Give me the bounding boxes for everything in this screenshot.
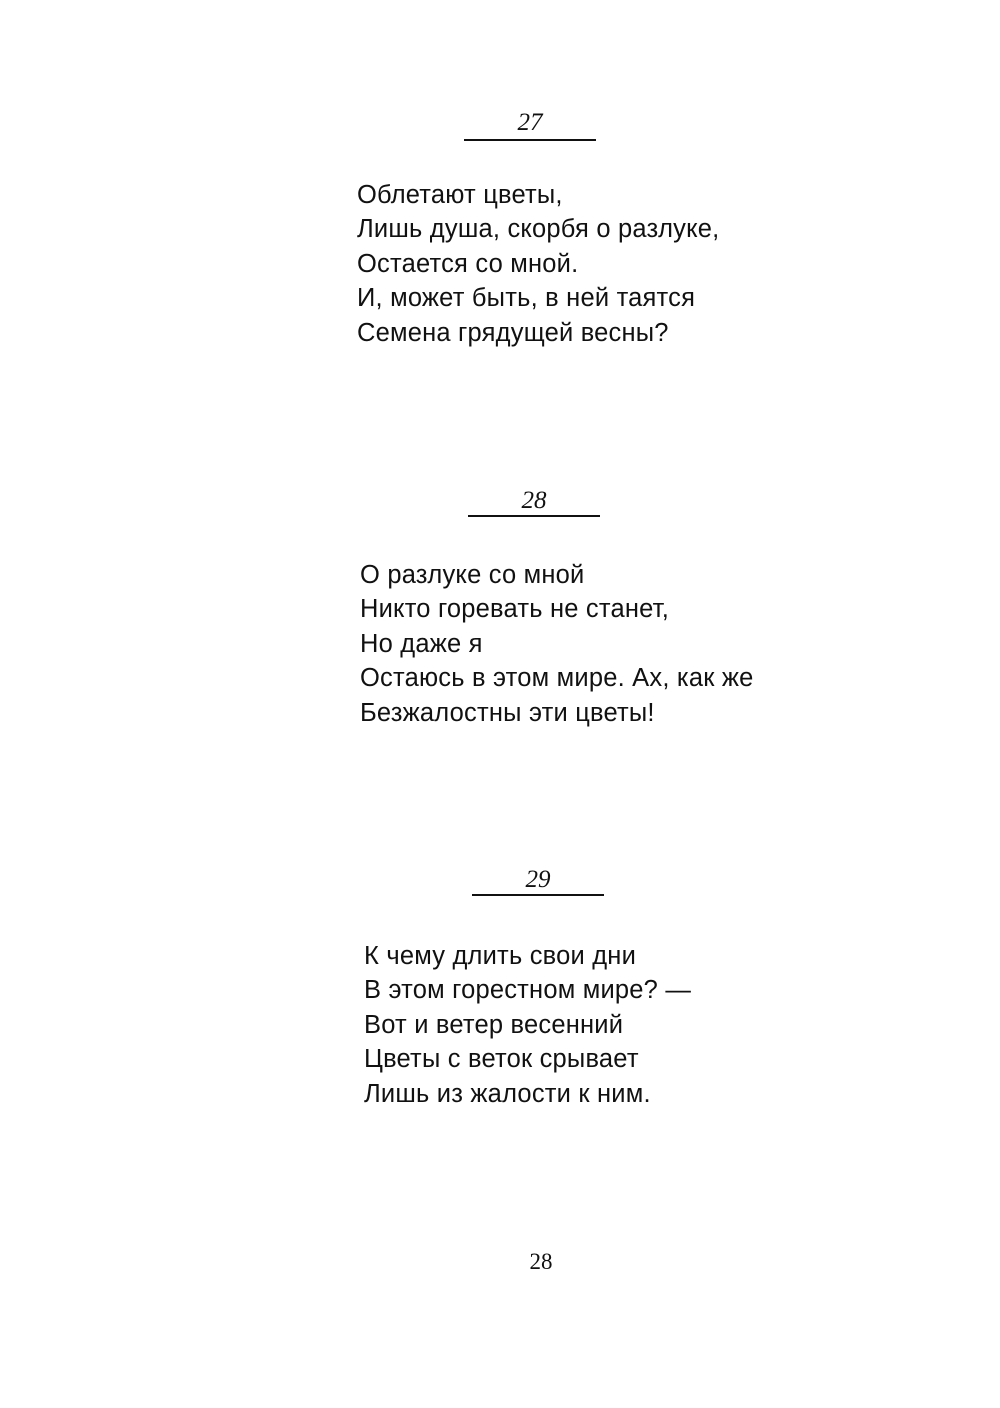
verse-line: К чему длить свои дни	[364, 942, 637, 970]
verse-line: Никто горевать не станет,	[360, 595, 670, 624]
poem-number-rule	[468, 515, 600, 517]
poem-text	[360, 558, 754, 730]
poem-number: 27	[517, 109, 543, 136]
verse-line: Но даже я	[360, 629, 483, 658]
poem-number: 28	[521, 487, 547, 514]
verse-line: Лишь душа, скорбя о разлуке,	[357, 215, 720, 244]
verse-line: Цветы с веток срывает	[364, 1045, 639, 1074]
verse-line: Остается со мной.	[357, 249, 579, 278]
verse-line: Безжалостны эти цветы!	[360, 698, 655, 727]
verse-line: И, может быть, в ней таятся	[357, 284, 696, 313]
poem-text	[357, 178, 719, 350]
verse-line: Облетают цветы,	[357, 181, 563, 209]
verse-line: В этом горестном мире? —	[364, 976, 692, 1005]
verse-line: Лишь из жалости к ним.	[364, 1079, 651, 1108]
poem-number-rule	[472, 894, 604, 896]
poem-number: 29	[525, 866, 551, 893]
verse-line: О разлуке со мной	[360, 561, 585, 589]
poem-number-rule	[464, 139, 596, 141]
page-number: 28	[529, 1249, 553, 1274]
verse-line: Семена грядущей весны?	[357, 318, 669, 347]
verse-line: Вот и ветер весенний	[364, 1010, 624, 1039]
verse-line: Остаюсь в этом мире. Ах, как же	[360, 664, 754, 693]
poem-text	[364, 939, 691, 1111]
